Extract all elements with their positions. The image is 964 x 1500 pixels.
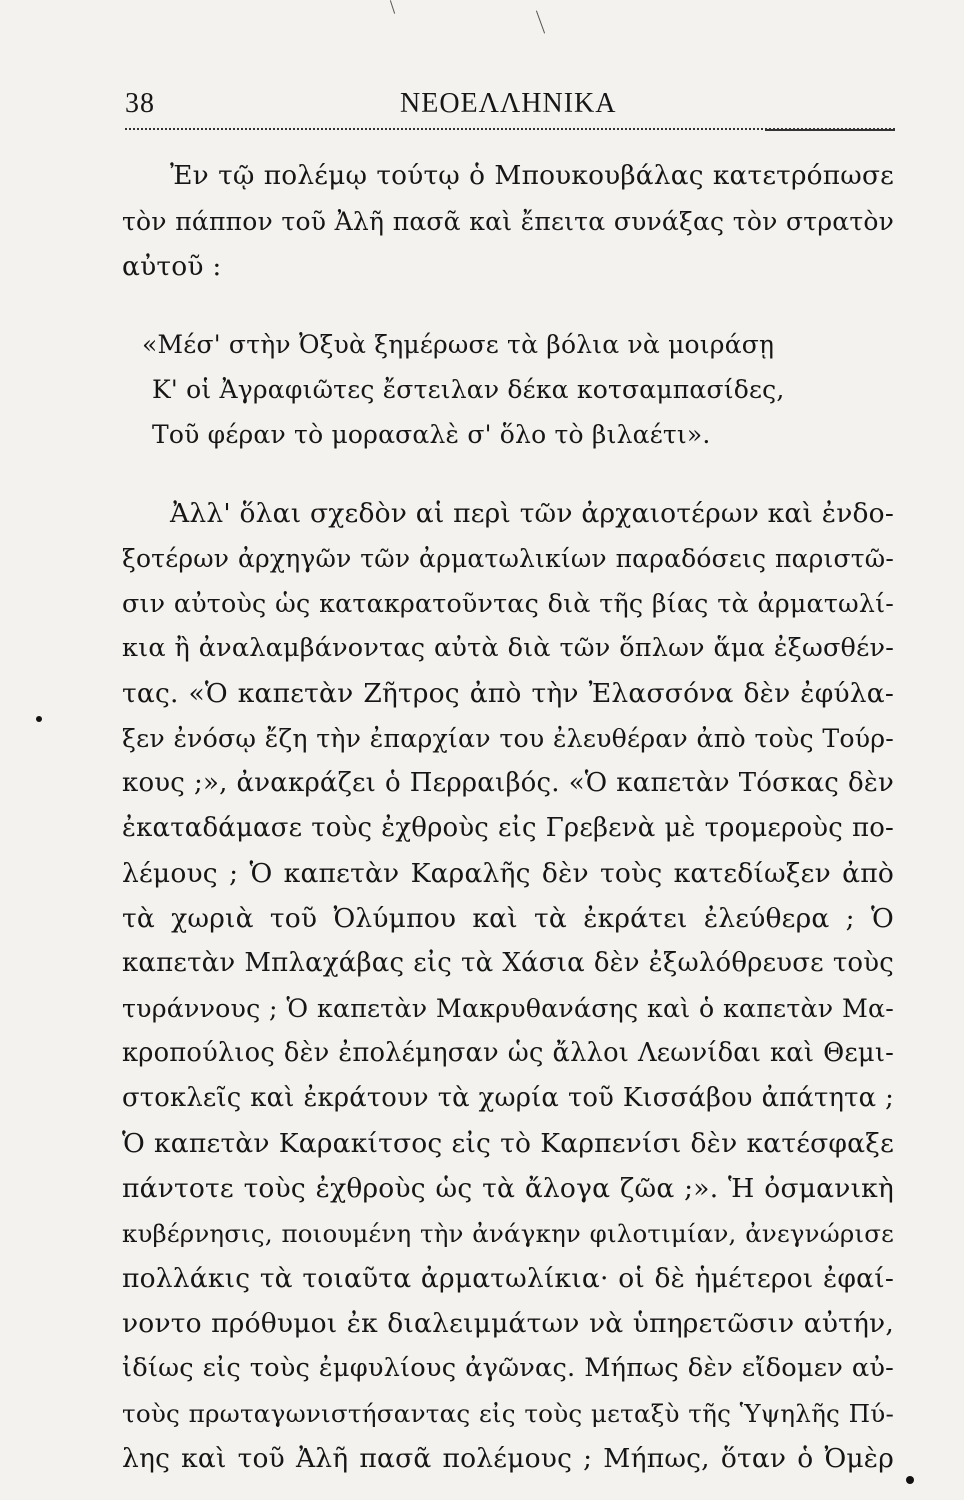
paragraph-2 — [122, 491, 894, 1481]
paragraph-1 — [122, 154, 894, 289]
text-line: τὰ χωριὰ τοῦ Ὀλύμπου καὶ τὰ ἐκράτει ἐλεύθερα ; Ὁ — [122, 903, 894, 934]
text-line: Ὁ καπετὰν Καρακίτσος εἰς τὸ Καρπενίσι δὲν κατέσφαξε — [122, 1128, 894, 1159]
text-line: ξοτέρων ἀρχηγῶν τῶν ἀρματωλικίων παραδόσεις παριστῶ- — [122, 544, 894, 573]
running-title: ΝΕΟΕΛΛΗΝΙΚΑ — [400, 88, 617, 119]
text-line: αὐτοῦ : — [122, 251, 222, 282]
text-line: ἐκαταδάμασε τοὺς ἐχθροὺς εἰς Γρεβενὰ μὲ τρομεροὺς πο- — [122, 813, 894, 843]
text-line: Ἀλλ' ὅλαι σχεδὸν αἱ περὶ τῶν ἀρχαιοτέρων καὶ ἐνδο- — [170, 498, 894, 529]
ink-dot — [36, 716, 42, 722]
text-line: νοντο πρόθυμοι ἐκ διαλειμμάτων νὰ ὑπηρετῶσιν αὐτήν, — [122, 1308, 894, 1339]
page-number: 38 — [125, 88, 155, 119]
text-line: λέμους ; Ὁ καπετὰν Καραλῆς δὲν τοὺς κατεδίωξεν ἀπὸ — [122, 858, 894, 889]
verse-quote — [122, 322, 894, 457]
paper-scratch — [390, 0, 395, 14]
text-line: κυβέρνησις, ποιουμένη τὴν ἀνάγκην φιλοτιμίαν, ἀνεγνώρισε — [122, 1219, 894, 1248]
text-line: τυράννους ; Ὁ καπετὰν Μακρυθανάσης καὶ ὁ καπετὰν Μα- — [122, 994, 894, 1023]
ink-dot — [906, 1476, 914, 1484]
text-line: στοκλεῖς καὶ ἐκράτουν τὰ χωρία τοῦ Κισσάβου ἀπάτητα ; — [122, 1083, 894, 1113]
verse-line: Κ' οἱ Ἀγραφιῶτες ἔστειλαν δέκα κοτσαμπασίδες, — [152, 375, 785, 404]
text-line: καπετὰν Μπλαχάβας εἰς τὰ Χάσια δὲν ἐξωλόθρευσε τοὺς — [122, 948, 894, 978]
text-line: πολλάκις τὰ τοιαῦτα ἀρματωλίκια· οἱ δὲ ἡμέτεροι ἐφαί- — [122, 1263, 894, 1294]
text-line: τοὺς πρωταγωνιστήσαντας εἰς τοὺς μεταξὺ τῆς Ὑψηλῆς Πύ- — [122, 1399, 894, 1428]
text-line: τας. «Ὁ καπετὰν Ζῆτρος ἀπὸ τὴν Ἐλασσόνα δὲν ἐφύλα- — [122, 678, 894, 709]
text-line: Ἐν τῷ πολέμῳ τούτῳ ὁ Μπουκουβάλας κατετρόπωσε — [170, 161, 894, 191]
text-line: ξεν ἐνόσῳ ἔζη τὴν ἐπαρχίαν του ἐλευθέραν ἀπὸ τοὺς Τούρ- — [122, 724, 894, 753]
text-line: λης καὶ τοῦ Ἀλῆ πασᾶ πολέμους ; Μήπως, ὅταν ὁ Ὀμὲρ — [122, 1443, 894, 1474]
text-line: κους ;», ἀνακράζει ὁ Περραιβός. «Ὁ καπετὰν Τόσκας δὲν — [122, 768, 894, 798]
text-line: πάντοτε τοὺς ἐχθροὺς ὡς τὰ ἄλογα ζῶα ;». Ἡ ὀσμανικὴ — [122, 1173, 894, 1204]
verse-line: «Μέσ' στὴν Ὀξυὰ ξημέρωσε τὰ βόλια νὰ μοιράσῃ — [142, 330, 775, 359]
paper-scratch — [536, 11, 545, 34]
text-line: κια ἢ ἀναλαμβάνοντας αὐτὰ διὰ τῶν ὅπλων ἅμα ἐξωσθέν- — [122, 633, 894, 663]
header-rule — [125, 128, 895, 130]
text-line: σιν αὐτοὺς ὡς κατακρατοῦντας διὰ τῆς βίας τὰ ἀρματωλί- — [122, 588, 894, 618]
text-line: τὸν πάππον τοῦ Ἀλῆ πασᾶ καὶ ἔπειτα συνάξας τὸν στρατὸν — [122, 207, 894, 236]
text-line: ἰδίως εἰς τοὺς ἐμφυλίους ἀγῶνας. Μήπως δὲν εἴδομεν αὐ- — [122, 1353, 894, 1383]
verse-line: Τοῦ φέραν τὸ μορασαλὲ σ' ὅλο τὸ βιλαέτι». — [152, 420, 711, 449]
text-line: κροπούλιος δὲν ἐπολέμησαν ὡς ἄλλοι Λεωνίδαι καὶ Θεμι- — [122, 1038, 894, 1068]
page-header — [125, 84, 895, 124]
